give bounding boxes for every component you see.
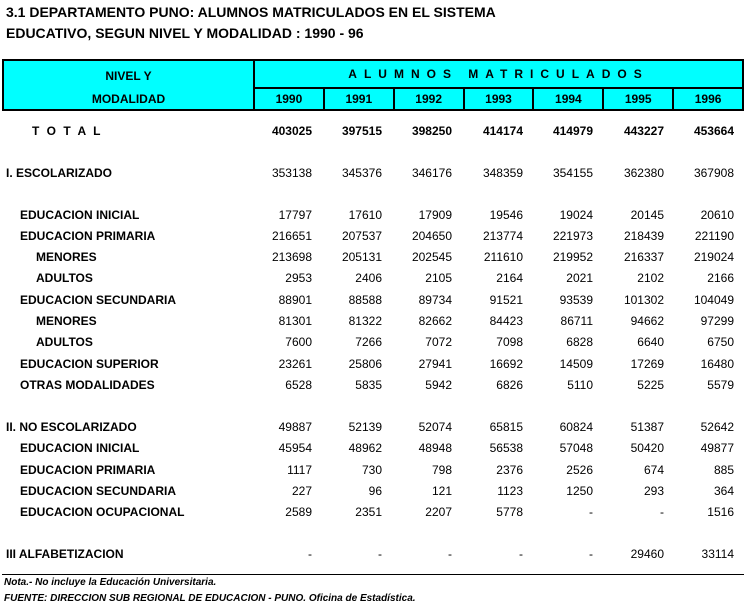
cell-1993: 7098 [496, 335, 523, 349]
cell-1992: 17909 [418, 208, 452, 222]
year-1996: 1996 [694, 92, 722, 106]
cell-1994: 6828 [566, 335, 593, 349]
header-nivel: NIVEL Y [105, 69, 152, 83]
cell-1992: 121 [431, 484, 452, 498]
row-label: EDUCACION PRIMARIA [20, 229, 156, 243]
cell-1996: 221190 [694, 229, 734, 243]
year-1990: 1990 [255, 89, 325, 109]
cell-1991: 96 [368, 484, 382, 498]
cell-1996: 1516 [707, 505, 734, 519]
cell-1996: 104049 [693, 293, 734, 307]
table-title-line1: 3.1 DEPARTAMENTO PUNO: ALUMNOS MATRICULADOS EN EL SISTEMA [6, 4, 496, 20]
cell-1994: 14509 [559, 357, 593, 371]
cell-1995: 51387 [630, 420, 664, 434]
cell-1996: 97299 [700, 314, 734, 328]
cell-1992: 204650 [411, 229, 452, 243]
row-label: T O T A L [32, 124, 103, 138]
cell-1994: 2021 [566, 271, 593, 285]
cell-1991: 730 [361, 463, 382, 477]
cell-1992: 52074 [418, 420, 452, 434]
cell-1993: - [519, 547, 523, 561]
cell-1996: 453664 [693, 124, 734, 138]
cell-1995: 50420 [630, 441, 664, 455]
cell-1991: 25806 [348, 357, 382, 371]
cell-1993: 19546 [489, 208, 523, 222]
row-label: EDUCACION OCUPACIONAL [20, 505, 185, 519]
cell-1994: 93539 [559, 293, 593, 307]
row-esc-primaria [0, 229, 746, 247]
cell-1993: 348359 [482, 166, 523, 180]
cell-1992: 202545 [411, 250, 452, 264]
cell-1996: 2166 [707, 271, 734, 285]
cell-1990: 49887 [278, 420, 312, 434]
year-1993: 1993 [465, 89, 535, 109]
row-label: EDUCACION SUPERIOR [20, 357, 159, 371]
header-years [255, 89, 742, 109]
cell-1993: 213774 [482, 229, 523, 243]
cell-1991: 345376 [341, 166, 382, 180]
cell-1991: 397515 [341, 124, 382, 138]
header-nivel-modalidad [4, 61, 255, 109]
cell-1996: 367908 [693, 166, 734, 180]
year-1992: 1992 [395, 89, 465, 109]
cell-1995: 293 [643, 484, 664, 498]
cell-1992: 798 [431, 463, 452, 477]
row-escolarizado [0, 166, 746, 184]
row-esc-secundaria-menores [0, 314, 746, 332]
row-noesc-secundaria [0, 484, 746, 502]
cell-1995: 6640 [637, 335, 664, 349]
footer-divider [2, 574, 744, 575]
row-label: ADULTOS [36, 335, 93, 349]
cell-1993: 65815 [489, 420, 523, 434]
cell-1990: 88901 [278, 293, 312, 307]
row-esc-primaria-adultos [0, 271, 746, 289]
cell-1994: 86711 [560, 314, 593, 328]
cell-1995: 2102 [637, 271, 664, 285]
cell-1996: 219024 [693, 250, 734, 264]
cell-1992: 7072 [425, 335, 452, 349]
cell-1991: - [378, 547, 382, 561]
table-header [2, 59, 744, 111]
cell-1990: 6528 [285, 378, 312, 392]
cell-1993: 211610 [483, 250, 523, 264]
cell-1994: 414979 [552, 124, 593, 138]
cell-1991: 2351 [355, 505, 382, 519]
row-label: ADULTOS [36, 271, 93, 285]
cell-1990: - [308, 547, 312, 561]
cell-1996: 5579 [707, 378, 734, 392]
cell-1993: 5778 [496, 505, 523, 519]
cell-1994: 57048 [559, 441, 593, 455]
cell-1995: 216337 [623, 250, 664, 264]
cell-1992: - [448, 547, 452, 561]
cell-1996: 16480 [700, 357, 734, 371]
cell-1991: 81322 [348, 314, 382, 328]
row-label: I. ESCOLARIZADO [6, 166, 113, 180]
row-noesc-primaria [0, 463, 746, 481]
row-alfabetizacion [0, 547, 746, 565]
cell-1995: 5225 [637, 378, 664, 392]
cell-1990: 353138 [271, 166, 312, 180]
source-text: FUENTE: DIRECCION SUB REGIONAL DE EDUCACION - PUNO. Oficina de Estadística. [4, 593, 416, 604]
row-label: II. NO ESCOLARIZADO [6, 420, 137, 434]
row-no-escolarizado [0, 420, 746, 438]
cell-1991: 207537 [341, 229, 382, 243]
row-esc-primaria-menores [0, 250, 746, 268]
row-esc-secundaria-adultos [0, 335, 746, 353]
row-label: MENORES [36, 250, 97, 264]
row-esc-inicial [0, 208, 746, 226]
cell-1991: 17610 [348, 208, 382, 222]
cell-1996: 364 [713, 484, 734, 498]
cell-1994: 19024 [559, 208, 593, 222]
cell-1991: 48962 [348, 441, 382, 455]
cell-1995: 674 [643, 463, 664, 477]
cell-1993: 84423 [489, 314, 523, 328]
row-label: EDUCACION SECUNDARIA [20, 293, 177, 307]
cell-1996: 20610 [700, 208, 734, 222]
cell-1991: 5835 [355, 378, 382, 392]
cell-1994: 221973 [552, 229, 593, 243]
cell-1990: 17797 [278, 208, 312, 222]
row-esc-superior [0, 357, 746, 375]
row-label: EDUCACION PRIMARIA [20, 463, 156, 477]
cell-1994: - [589, 547, 593, 561]
cell-1994: 5110 [567, 378, 593, 392]
cell-1992: 5942 [425, 378, 452, 392]
cell-1991: 2406 [355, 271, 382, 285]
cell-1992: 346176 [411, 166, 452, 180]
table-title-line2: EDUCATIVO, SEGUN NIVEL Y MODALIDAD : 1990 - 96 [6, 25, 364, 41]
header-modalidad: MODALIDAD [91, 92, 166, 106]
cell-1990: 403025 [271, 124, 312, 138]
cell-1993: 2164 [496, 271, 523, 285]
row-noesc-inicial [0, 441, 746, 459]
cell-1996: 6750 [707, 335, 734, 349]
note-text: Nota.- No incluye la Educación Universitaria. [4, 577, 217, 588]
cell-1992: 89734 [418, 293, 452, 307]
row-otras-modalidades [0, 378, 746, 396]
cell-1994: 1250 [566, 484, 593, 498]
cell-1991: 7266 [355, 335, 382, 349]
cell-1990: 2953 [285, 271, 312, 285]
cell-1993: 6826 [496, 378, 523, 392]
row-esc-secundaria [0, 293, 746, 311]
cell-1993: 414174 [482, 124, 523, 138]
cell-1996: 33114 [701, 547, 734, 561]
cell-1993: 2376 [496, 463, 523, 477]
cell-1992: 48948 [418, 441, 452, 455]
cell-1993: 1123 [497, 484, 523, 498]
cell-1990: 227 [291, 484, 312, 498]
cell-1995: 17269 [630, 357, 664, 371]
year-1995: 1995 [604, 89, 674, 109]
cell-1994: - [589, 505, 593, 519]
cell-1991: 52139 [348, 420, 382, 434]
row-total [0, 124, 746, 142]
row-label: EDUCACION INICIAL [20, 441, 140, 455]
cell-1990: 2589 [285, 505, 312, 519]
row-label: EDUCACION INICIAL [20, 208, 140, 222]
cell-1994: 219952 [552, 250, 593, 264]
cell-1990: 7600 [285, 335, 312, 349]
cell-1995: 218439 [623, 229, 664, 243]
cell-1993: 16692 [489, 357, 523, 371]
header-alumnos-matriculados: ALUMNOS MATRICULADOS [255, 61, 742, 89]
cell-1991: 88588 [348, 293, 382, 307]
cell-1994: 60824 [559, 420, 593, 434]
cell-1996: 52642 [700, 420, 734, 434]
year-1991: 1991 [325, 89, 395, 109]
cell-1990: 213698 [271, 250, 312, 264]
cell-1995: 20145 [630, 208, 664, 222]
row-noesc-ocupacional [0, 505, 746, 523]
row-label: EDUCACION SECUNDARIA [20, 484, 177, 498]
cell-1994: 2526 [566, 463, 593, 477]
row-label: III ALFABETIZACION [6, 547, 124, 561]
cell-1995: 29460 [630, 547, 664, 561]
cell-1990: 1117 [287, 463, 312, 477]
cell-1992: 82662 [418, 314, 452, 328]
row-label: OTRAS MODALIDADES [20, 378, 155, 392]
cell-1994: 354155 [552, 166, 593, 180]
row-label: MENORES [36, 314, 97, 328]
year-1994: 1994 [534, 89, 604, 109]
cell-1996: 49877 [700, 441, 734, 455]
cell-1992: 27941 [418, 357, 452, 371]
cell-1991: 205131 [341, 250, 382, 264]
cell-1993: 91521 [489, 293, 523, 307]
cell-1995: 362380 [623, 166, 664, 180]
cell-1996: 885 [713, 463, 734, 477]
cell-1990: 23261 [278, 357, 312, 371]
cell-1990: 81301 [278, 314, 312, 328]
cell-1990: 45954 [278, 441, 312, 455]
cell-1993: 56538 [489, 441, 523, 455]
cell-1990: 216651 [271, 229, 312, 243]
cell-1992: 2105 [425, 271, 452, 285]
cell-1995: 443227 [623, 124, 664, 138]
cell-1995: - [660, 505, 664, 519]
cell-1992: 2207 [425, 505, 452, 519]
cell-1995: 94662 [630, 314, 664, 328]
cell-1995: 101302 [623, 293, 664, 307]
cell-1992: 398250 [411, 124, 452, 138]
